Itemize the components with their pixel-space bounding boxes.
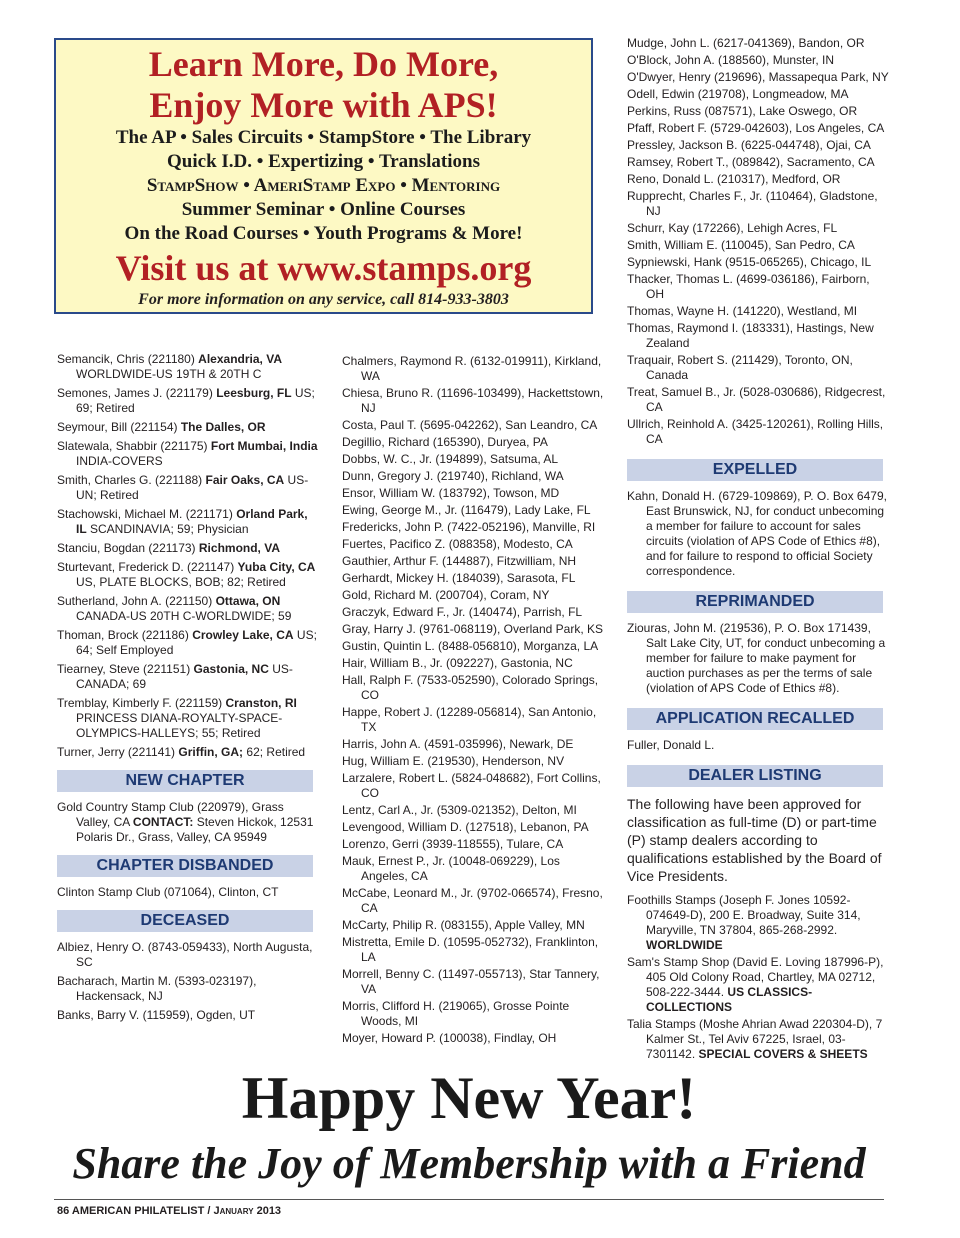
member-location: Orland Park, IL — [76, 507, 308, 536]
ad-services-5: On the Road Courses • Youth Programs & More! — [124, 223, 523, 244]
deceased-entry: Sypniewski, Hank (9515-065265), Chicago, IL — [627, 255, 872, 269]
deceased-list-col1 — [57, 940, 319, 1023]
dealer-specialty: WORLDWIDE — [646, 938, 723, 952]
issue-date: January 2013 — [213, 1205, 282, 1217]
member-name: Thoman, Brock (221186) — [57, 628, 193, 642]
member-location: Fort Mumbai, India — [210, 439, 318, 453]
new-member-entry — [57, 386, 319, 416]
deceased-entry: Harris, John A. (4591-035996), Newark, DE — [342, 737, 574, 751]
dealer-list — [627, 893, 889, 1062]
member-location: The Dalles, OR — [180, 420, 266, 434]
deceased-entry: Smith, William E. (110045), San Pedro, CA — [627, 238, 855, 252]
member-name: Sturtevant, Frederick D. (221147) — [57, 560, 238, 574]
application-recalled-header: APPLICATION RECALLED — [627, 708, 883, 730]
new-members-list — [57, 352, 319, 760]
deceased-header: DECEASED — [57, 910, 313, 932]
dealer-specialty: SPECIAL COVERS & SHEETS — [698, 1047, 868, 1061]
deceased-entry: Gauthier, Arthur F. (144887), Fitzwilliam, NH — [342, 554, 577, 568]
deceased-list-col3 — [627, 36, 889, 447]
deceased-entry: Moyer, Howard P. (100038), Findlay, OH — [342, 1031, 557, 1045]
chapter-disbanded-header: CHAPTER DISBANDED — [57, 855, 313, 877]
deceased-entry: Odell, Edwin (219708), Longmeadow, MA — [627, 87, 849, 101]
new-chapter-entry: Gold Country Stamp Club (220979), Grass Valley, CA CONTACT: Steven Hickok, 12531 Polaris Dr., Grass, Valley, CA 95949 — [57, 800, 314, 844]
dealer-listing-intro: The following have been approved for classification as full-time (D) or part-time (P) stamp dealers according to qualifications established by the Board of Vice Presidents. — [627, 796, 882, 884]
new-member-entry — [57, 628, 319, 658]
deceased-entry: Larzalere, Robert L. (5824-048682), Fort Collins, CO — [342, 771, 601, 800]
deceased-entry: Morris, Clifford H. (219065), Grosse Pointe Woods, MI — [342, 999, 570, 1028]
member-details: CANADA-US 20TH C-WORLDWIDE; 59 — [76, 609, 292, 623]
deceased-entry: Hall, Ralph F. (7533-052590), Colorado Springs, CO — [342, 673, 599, 702]
member-name: Slatewala, Shabbir (221175) — [57, 439, 211, 453]
member-details: WORLDWIDE-US 19TH & 20TH C — [76, 367, 262, 381]
member-details: US-UN; Retired — [76, 473, 309, 502]
share-joy-tagline: Share the Joy of Membership with a Friend — [72, 1139, 866, 1188]
member-location: Yuba City, CA — [237, 560, 316, 574]
column-1 — [57, 352, 319, 1027]
ad-services-2: Quick I.D. • Expertizing • Translations — [167, 151, 480, 172]
member-details: PRINCESS DIANA-ROYALTY-SPACE-OLYMPICS-HALLEYS; 55; Retired — [76, 711, 283, 740]
member-details: INDIA-COVERS — [76, 454, 163, 468]
page-number: 86 — [57, 1205, 70, 1217]
new-member-entry — [57, 662, 319, 692]
deceased-list-col2 — [342, 354, 604, 1046]
member-location: Fair Oaks, CA — [205, 473, 285, 487]
deceased-entry: Mauk, Ernest P., Jr. (10048-069229), Los Angeles, CA — [342, 854, 560, 883]
member-name: Turner, Jerry (221141) — [57, 745, 179, 759]
deceased-entry: McCabe, Leonard M., Jr. (9702-066574), Fresno, CA — [342, 886, 603, 915]
dealer-details: Foothills Stamps (Joseph F. Jones 10592-074649-D), 200 E. Broadway, Suite 314, Maryville, TN 37804, 865-268-2992. — [627, 893, 861, 937]
deceased-entry: Fredericks, John P. (7422-052196), Manville, RI — [342, 520, 596, 534]
deceased-entry: Rupprecht, Charles F., Jr. (110464), Gladstone, NJ — [627, 189, 878, 218]
deceased-entry: Pfaff, Robert F. (5729-042603), Los Angeles, CA — [627, 121, 885, 135]
deceased-entry: Albiez, Henry O. (8743-059433), North Augusta, SC — [57, 940, 313, 969]
member-name: Tiearney, Steve (221151) — [57, 662, 194, 676]
new-member-entry — [57, 560, 319, 590]
member-location: Leesburg, FL — [216, 386, 292, 400]
ad-info-phone: For more information on any service, call 814-933-3803 — [138, 291, 509, 308]
page-folio: 86 AMERICAN PHILATELIST / January 2013 — [57, 1205, 282, 1217]
deceased-entry: Ewing, George M., Jr. (116479), Lady Lake, FL — [342, 503, 591, 517]
deceased-entry: Mistretta, Emile D. (10595-052732), Franklinton, LA — [342, 935, 599, 964]
deceased-entry: Chalmers, Raymond R. (6132-019911), Kirkland, WA — [342, 354, 602, 383]
deceased-entry: Chiesa, Bruno R. (11696-103499), Hackettstown, NJ — [342, 386, 604, 415]
publication-name: AMERICAN PHILATELIST — [71, 1205, 205, 1217]
ad-services-3: StampShow • AmeriStamp Expo • Mentoring — [146, 175, 501, 196]
deceased-entry: Morrell, Benny C. (11497-055713), Star Tannery, VA — [342, 967, 600, 996]
new-chapter-header: NEW CHAPTER — [57, 770, 313, 792]
member-name: Smith, Charles G. (221188) — [57, 473, 206, 487]
member-location: Ottawa, ON — [215, 594, 281, 608]
deceased-entry: Ramsey, Robert T., (089842), Sacramento, CA — [627, 155, 875, 169]
deceased-entry: Bacharach, Martin M. (5393-023197), Hackensack, NJ — [57, 974, 257, 1003]
deceased-entry: Costa, Paul T. (5695-042262), San Leandro, CA — [342, 418, 598, 432]
deceased-entry: Ensor, William W. (183792), Towson, MD — [342, 486, 560, 500]
dealer-specialty: US CLASSICS-COLLECTIONS — [646, 985, 813, 1014]
member-name: Seymour, Bill (221154) — [57, 420, 181, 434]
new-member-entry — [57, 352, 319, 382]
new-member-entry — [57, 594, 319, 624]
dealer-entry — [627, 893, 889, 953]
member-name: Sutherland, John A. (221150) — [57, 594, 216, 608]
aps-ad-box — [54, 38, 593, 314]
ad-services-4: Summer Seminar • Online Courses — [181, 199, 466, 220]
new-member-entry — [57, 439, 319, 469]
member-location: Alexandria, VA — [198, 352, 282, 366]
deceased-entry: Gray, Harry J. (9761-068119), Overland Park, KS — [342, 622, 603, 636]
deceased-entry: Dobbs, W. C., Jr. (194899), Satsuma, AL — [342, 452, 559, 466]
new-member-entry — [57, 507, 319, 537]
dealer-listing-header: DEALER LISTING — [627, 765, 883, 787]
column-2 — [342, 354, 604, 1048]
deceased-entry: Mudge, John L. (6217-041369), Bandon, OR — [627, 36, 865, 50]
deceased-entry: Levengood, William D. (127518), Lebanon, PA — [342, 820, 589, 834]
ad-headline-2: Enjoy More with APS! — [149, 85, 498, 125]
member-location: Crowley Lake, CA — [192, 628, 294, 642]
ad-services-1: The AP • Sales Circuits • StampStore • The Library — [115, 127, 532, 148]
deceased-entry: Hair, William B., Jr. (092227), Gastonia, NC — [342, 656, 573, 670]
deceased-entry: Schurr, Kay (172266), Lehigh Acres, FL — [627, 221, 838, 235]
reprimanded-entry: Ziouras, John M. (219536), P. O. Box 171439, Salt Lake City, UT, for conduct unbecoming a member for failure to make payment for auction purchases as per the terms of sale (violation of APS Code of Ethics #8). — [627, 621, 886, 695]
deceased-entry: Reno, Donald L. (210317), Medford, OR — [627, 172, 841, 186]
expelled-entry: Kahn, Donald H. (6729-109869), P. O. Box 6479, East Brunswick, NJ, for conduct unbecoming a member for failure to account for sales circuits (violation of APS Code of Ethics #8), and for failure to respond to official Society correspondence. — [627, 489, 887, 578]
new-member-entry — [57, 541, 319, 556]
dealer-entry — [627, 1017, 889, 1062]
deceased-entry: McCarty, Philip R. (083155), Apple Valley, MN — [342, 918, 585, 932]
deceased-entry: Thacker, Thomas L. (4699-036186), Fairborn, OH — [627, 272, 870, 301]
dealer-details: Sam's Stamp Shop (David E. Loving 187996-P), 405 Old Colony Road, Chartley, MA 02712, 508-222-3444. — [627, 955, 884, 999]
deceased-entry: Fuertes, Pacifico Z. (088358), Modesto, CA — [342, 537, 573, 551]
ad-visit-website[interactable]: Visit us at www.stamps.org — [115, 248, 532, 288]
deceased-entry: O'Dwyer, Henry (219696), Massapequa Park, NY — [627, 70, 889, 84]
deceased-entry: Graczyk, Edward F., Jr. (140474), Parrish, FL — [342, 605, 583, 619]
new-member-entry — [57, 745, 319, 760]
member-name: Semones, James J. (221179) — [57, 386, 217, 400]
new-member-entry — [57, 696, 319, 741]
deceased-entry: Pressley, Jackson B. (6225-044748), Ojai, CA — [627, 138, 871, 152]
deceased-entry: Dunn, Gregory J. (219740), Richland, WA — [342, 469, 564, 483]
reprimanded-header: REPRIMANDED — [627, 591, 883, 613]
member-name: Tremblay, Kimberly F. (221159) — [57, 696, 226, 710]
application-recalled-entry: Fuller, Donald L. — [627, 738, 715, 752]
deceased-entry: Traquair, Robert S. (211429), Toronto, ON, Canada — [627, 353, 853, 382]
new-member-entry — [57, 420, 319, 435]
happy-new-year-heading: Happy New Year! — [241, 1065, 697, 1131]
deceased-entry: Gold, Richard M. (200704), Coram, NY — [342, 588, 550, 602]
member-details: US; 64; Self Employed — [76, 628, 317, 657]
member-name: Stanciu, Bogdan (221173) — [57, 541, 199, 555]
dealer-entry — [627, 955, 889, 1015]
member-details: 62; Retired — [243, 745, 306, 759]
chapter-disbanded-entry: Clinton Stamp Club (071064), Clinton, CT — [57, 885, 279, 899]
column-3 — [627, 36, 889, 1064]
deceased-entry: Gerhardt, Mickey H. (184039), Sarasota, FL — [342, 571, 576, 585]
deceased-entry: Perkins, Russ (087571), Lake Oswego, OR — [627, 104, 858, 118]
member-details: US; 69; Retired — [76, 386, 315, 415]
member-name: Semancik, Chris (221180) — [57, 352, 199, 366]
deceased-entry: Banks, Barry V. (115959), Ogden, UT — [57, 1008, 256, 1022]
expelled-header: EXPELLED — [627, 459, 883, 481]
dealer-details: Talia Stamps (Moshe Ahrian Awad 220304-D), 7 Kalmer St., Tel Aviv 67225, Israel, 03-7301142. — [627, 1017, 883, 1061]
member-location: Cranston, RI — [225, 696, 297, 710]
footer-rule — [54, 1199, 884, 1200]
deceased-entry: Treat, Samuel B., Jr. (5028-030686), Ridgecrest, CA — [627, 385, 886, 414]
deceased-entry: Gustin, Quintin L. (8488-056810), Morganza, LA — [342, 639, 599, 653]
member-details: US-CANADA; 69 — [76, 662, 293, 691]
deceased-entry: O'Block, John A. (188560), Munster, IN — [627, 53, 835, 67]
member-location: Gastonia, NC — [193, 662, 269, 676]
deceased-entry: Hug, William E. (219530), Henderson, NV — [342, 754, 565, 768]
deceased-entry: Thomas, Wayne H. (141220), Westland, MI — [627, 304, 858, 318]
member-name: Stachowski, Michael M. (221171) — [57, 507, 237, 521]
deceased-entry: Happe, Robert J. (12289-056814), San Antonio, TX — [342, 705, 597, 734]
deceased-entry: Lorenzo, Gerri (3939-118555), Tulare, CA — [342, 837, 564, 851]
member-details: SCANDINAVIA; 59; Physician — [86, 522, 249, 536]
member-location: Richmond, VA — [198, 541, 281, 555]
deceased-entry: Ullrich, Reinhold A. (3425-120261), Rolling Hills, CA — [627, 417, 884, 446]
deceased-entry: Thomas, Raymond I. (183331), Hastings, New Zealand — [627, 321, 874, 350]
deceased-entry: Lentz, Carl A., Jr. (5309-021352), Delton, MI — [342, 803, 577, 817]
new-member-entry — [57, 473, 319, 503]
deceased-entry: Degillio, Richard (165390), Duryea, PA — [342, 435, 548, 449]
member-details: US, PLATE BLOCKS, BOB; 82; Retired — [76, 575, 286, 589]
ad-headline-1: Learn More, Do More, — [148, 44, 499, 84]
member-location: Griffin, GA; — [178, 745, 244, 759]
